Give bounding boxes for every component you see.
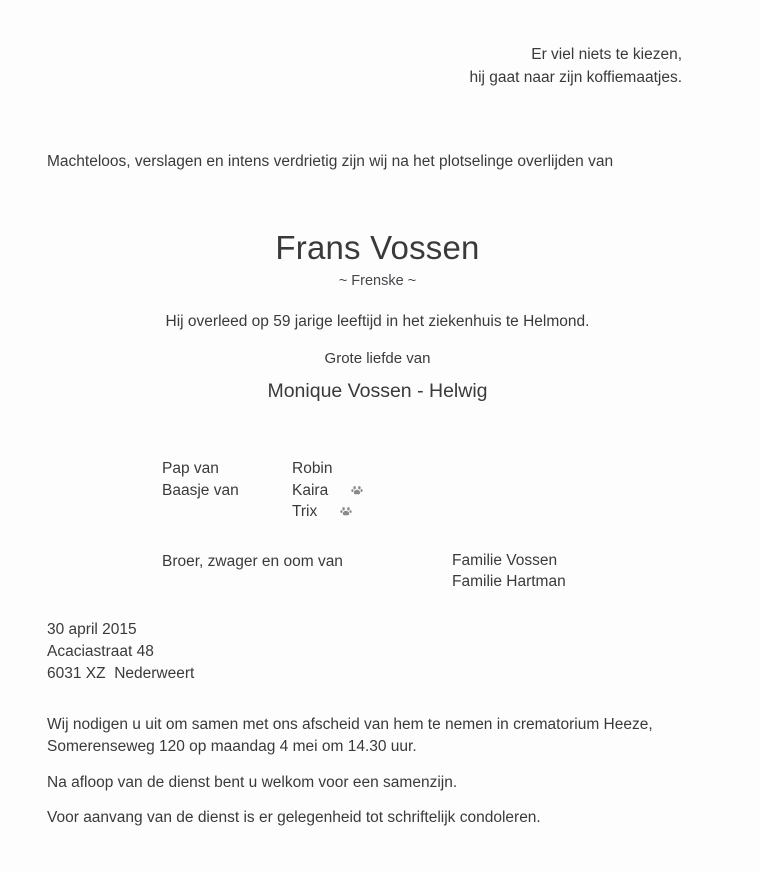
spouse-label: Grote liefde van <box>324 350 431 367</box>
epitaph-verse <box>300 44 682 90</box>
city-address: 6031 XZ Nederweert <box>47 665 195 682</box>
verse-line-2: hij gaat naar zijn koffiemaatjes. <box>469 68 682 86</box>
table-row <box>162 551 566 592</box>
deceased-name: Frans Vossen <box>275 229 480 266</box>
table-row <box>162 501 566 551</box>
address-block <box>47 619 194 685</box>
relation-role: Broer, zwager en oom van <box>162 553 343 571</box>
invitation-text: Wij nodigen u uit om samen met ons afscheid van hem te nemen in crematorium Heeze, Somerenseweg 120 op maandag 4 mei om 14.30 uur. <box>47 716 653 756</box>
relation-person-name: Kaira <box>292 481 329 499</box>
spouse-name: Monique Vossen - Helwig <box>267 380 488 402</box>
relation-role <box>162 501 292 551</box>
condolences-text: Voor aanvang van de dienst is er gelegenheid tot schriftelijk condoleren. <box>47 809 541 827</box>
deceased-nickname: ~ Frenske ~ <box>338 272 417 289</box>
street-address: Acaciastraat 48 <box>47 643 154 660</box>
verse-line-1: Er viel niets te kiezen, <box>531 46 682 63</box>
spouse-block <box>0 348 755 404</box>
relation-person-name: Robin <box>292 460 333 477</box>
relations-table <box>162 458 566 592</box>
announcement-date: 30 april 2015 <box>47 621 137 638</box>
death-statement: Hij overleed op 59 jarige leeftijd in het ziekenhuis te Helmond. <box>165 313 590 330</box>
closing-text <box>47 714 687 830</box>
relation-family-name: Familie Hartman <box>452 572 566 590</box>
relation-role: Baasje van <box>162 481 239 499</box>
paw-print-icon <box>340 505 352 517</box>
paw-print-icon <box>351 484 363 496</box>
relation-role: Pap van <box>162 460 219 477</box>
relation-person-name: Trix <box>292 503 318 521</box>
table-row <box>162 458 566 480</box>
table-row <box>162 480 566 502</box>
relation-family-names <box>452 551 566 592</box>
intro-text: Machteloos, verslagen en intens verdrietig zijn wij na het plotselinge overlijden van <box>47 153 614 170</box>
relation-person <box>292 501 452 551</box>
deceased-name-block <box>0 229 755 290</box>
relation-family-name: Familie Vossen <box>452 552 558 570</box>
relation-person <box>292 458 452 480</box>
gathering-text: Na afloop van de dienst bent u welkom voor een samenzijn. <box>47 773 458 791</box>
relation-person <box>292 480 452 502</box>
